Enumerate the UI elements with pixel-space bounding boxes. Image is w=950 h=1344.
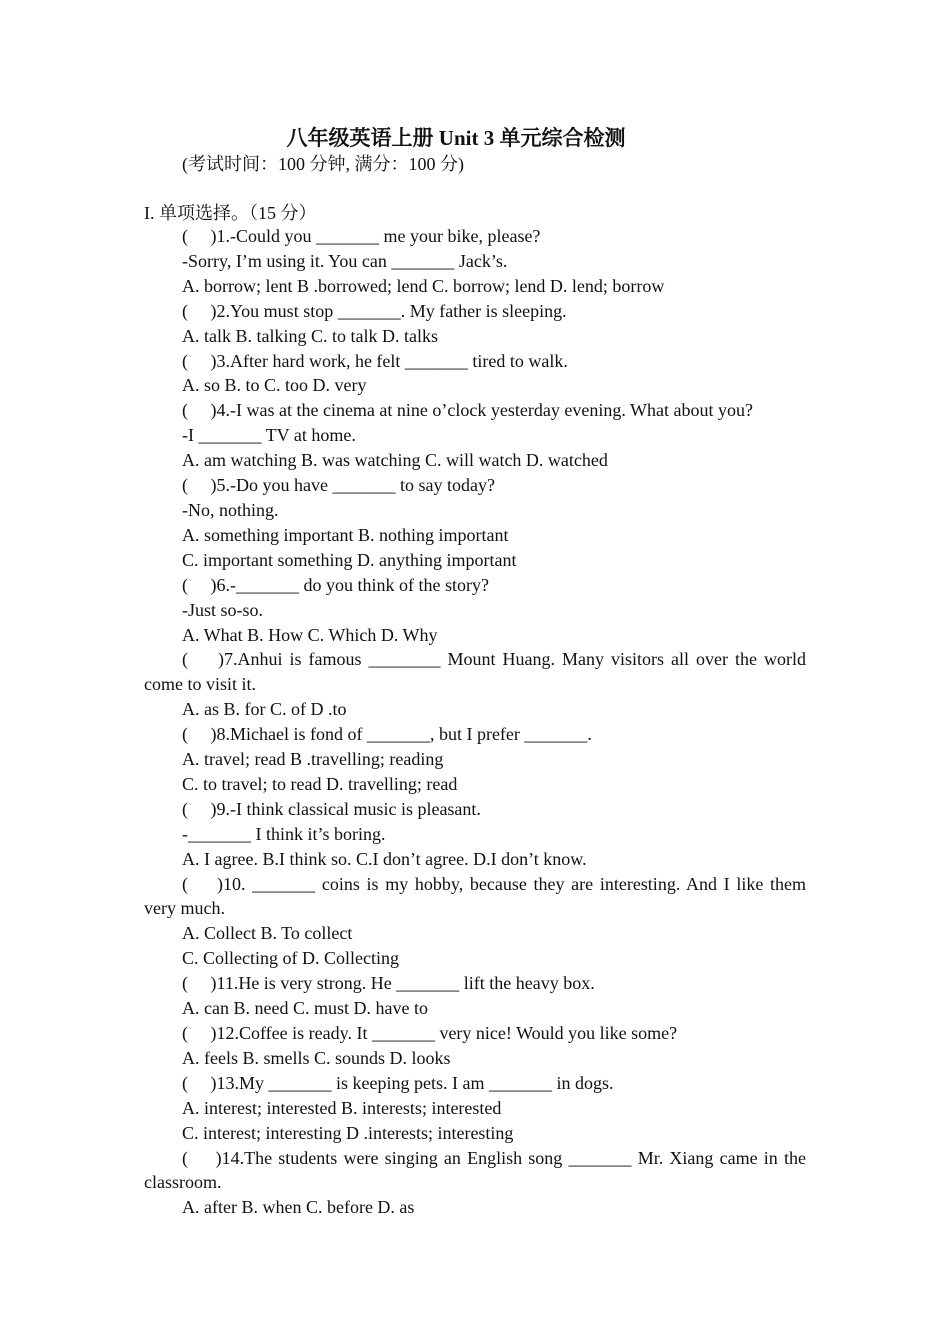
- page-title: 八年级英语上册 Unit 3 单元综合检测: [286, 126, 626, 150]
- question-line: C. Collecting of D. Collecting: [182, 948, 399, 969]
- question-line: A. as B. for C. of D .to: [182, 699, 347, 720]
- question-list: [144, 224, 806, 1220]
- question-line: -I _______ TV at home.: [182, 425, 356, 446]
- question-line: A. borrow; lent B .borrowed; lend C. borrow; lend D. lend; borrow: [182, 275, 665, 296]
- question-line: A. travel; read B .travelling; reading: [182, 749, 444, 770]
- question-line: A. Collect B. To collect: [182, 923, 353, 944]
- question-line: ( )2.You must stop _______. My father is sleeping.: [182, 300, 567, 321]
- question-line: ( )10. _______ coins is my hobby, because they are interesting. And I like them very much.: [144, 873, 806, 919]
- question-line: A. What B. How C. Which D. Why: [182, 624, 438, 645]
- question-line: ( )3.After hard work, he felt _______ tired to walk.: [182, 350, 568, 371]
- question-line: A. am watching B. was watching C. will watch D. watched: [182, 450, 608, 471]
- question-line: ( )12.Coffee is ready. It _______ very nice! Would you like some?: [182, 1023, 678, 1043]
- question-line: A. something important B. nothing important: [182, 524, 509, 545]
- question-line: ( )14.The students were singing an English song _______ Mr. Xiang came in the classroom.: [144, 1147, 806, 1193]
- question-line: ( )11.He is very strong. He _______ lift the heavy box.: [182, 973, 595, 994]
- question-line: A. after B. when C. before D. as: [182, 1197, 415, 1218]
- question-line: ( )6.-_______ do you think of the story?: [182, 574, 489, 595]
- question-line: A. feels B. smells C. sounds D. looks: [182, 1047, 451, 1068]
- question-line: -No, nothing.: [182, 499, 279, 520]
- question-line: ( )9.-I think classical music is pleasant.: [182, 798, 481, 819]
- question-line: C. interest; interesting D .interests; interesting: [182, 1122, 514, 1143]
- question-line: C. important something D. anything important: [182, 549, 517, 570]
- question-line: ( )7.Anhui is famous ________ Mount Huang. Many visitors all over the world come to visit it.: [144, 649, 806, 695]
- section-heading: I. 单项选择。（15 分）: [144, 203, 317, 223]
- question-line: -Sorry, I’m using it. You can _______ Jack’s.: [182, 250, 508, 271]
- exam-info: (考试时间：100 分钟, 满分：100 分): [182, 154, 464, 174]
- question-line: -Just so-so.: [182, 599, 264, 620]
- question-line: ( )8.Michael is fond of _______, but I prefer _______.: [182, 724, 592, 745]
- question-line: C. to travel; to read D. travelling; read: [182, 773, 458, 794]
- question-line: A. talk B. talking C. to talk D. talks: [182, 325, 438, 346]
- question-line: -_______ I think it’s boring.: [182, 823, 386, 844]
- question-line: A. interest; interested B. interests; interested: [182, 1097, 502, 1118]
- question-line: A. I agree. B.I think so. C.I don’t agree. D.I don’t know.: [182, 848, 587, 869]
- question-line: ( )5.-Do you have _______ to say today?: [182, 475, 495, 496]
- question-line: ( )13.My _______ is keeping pets. I am _______ in dogs.: [182, 1072, 614, 1093]
- question-line: ( )1.-Could you _______ me your bike, please?: [182, 226, 541, 246]
- question-line: A. so B. to C. too D. very: [182, 375, 367, 396]
- question-line: ( )4.-I was at the cinema at nine o’clock yesterday evening. What about you?: [182, 400, 753, 421]
- question-line: A. can B. need C. must D. have to: [182, 998, 428, 1019]
